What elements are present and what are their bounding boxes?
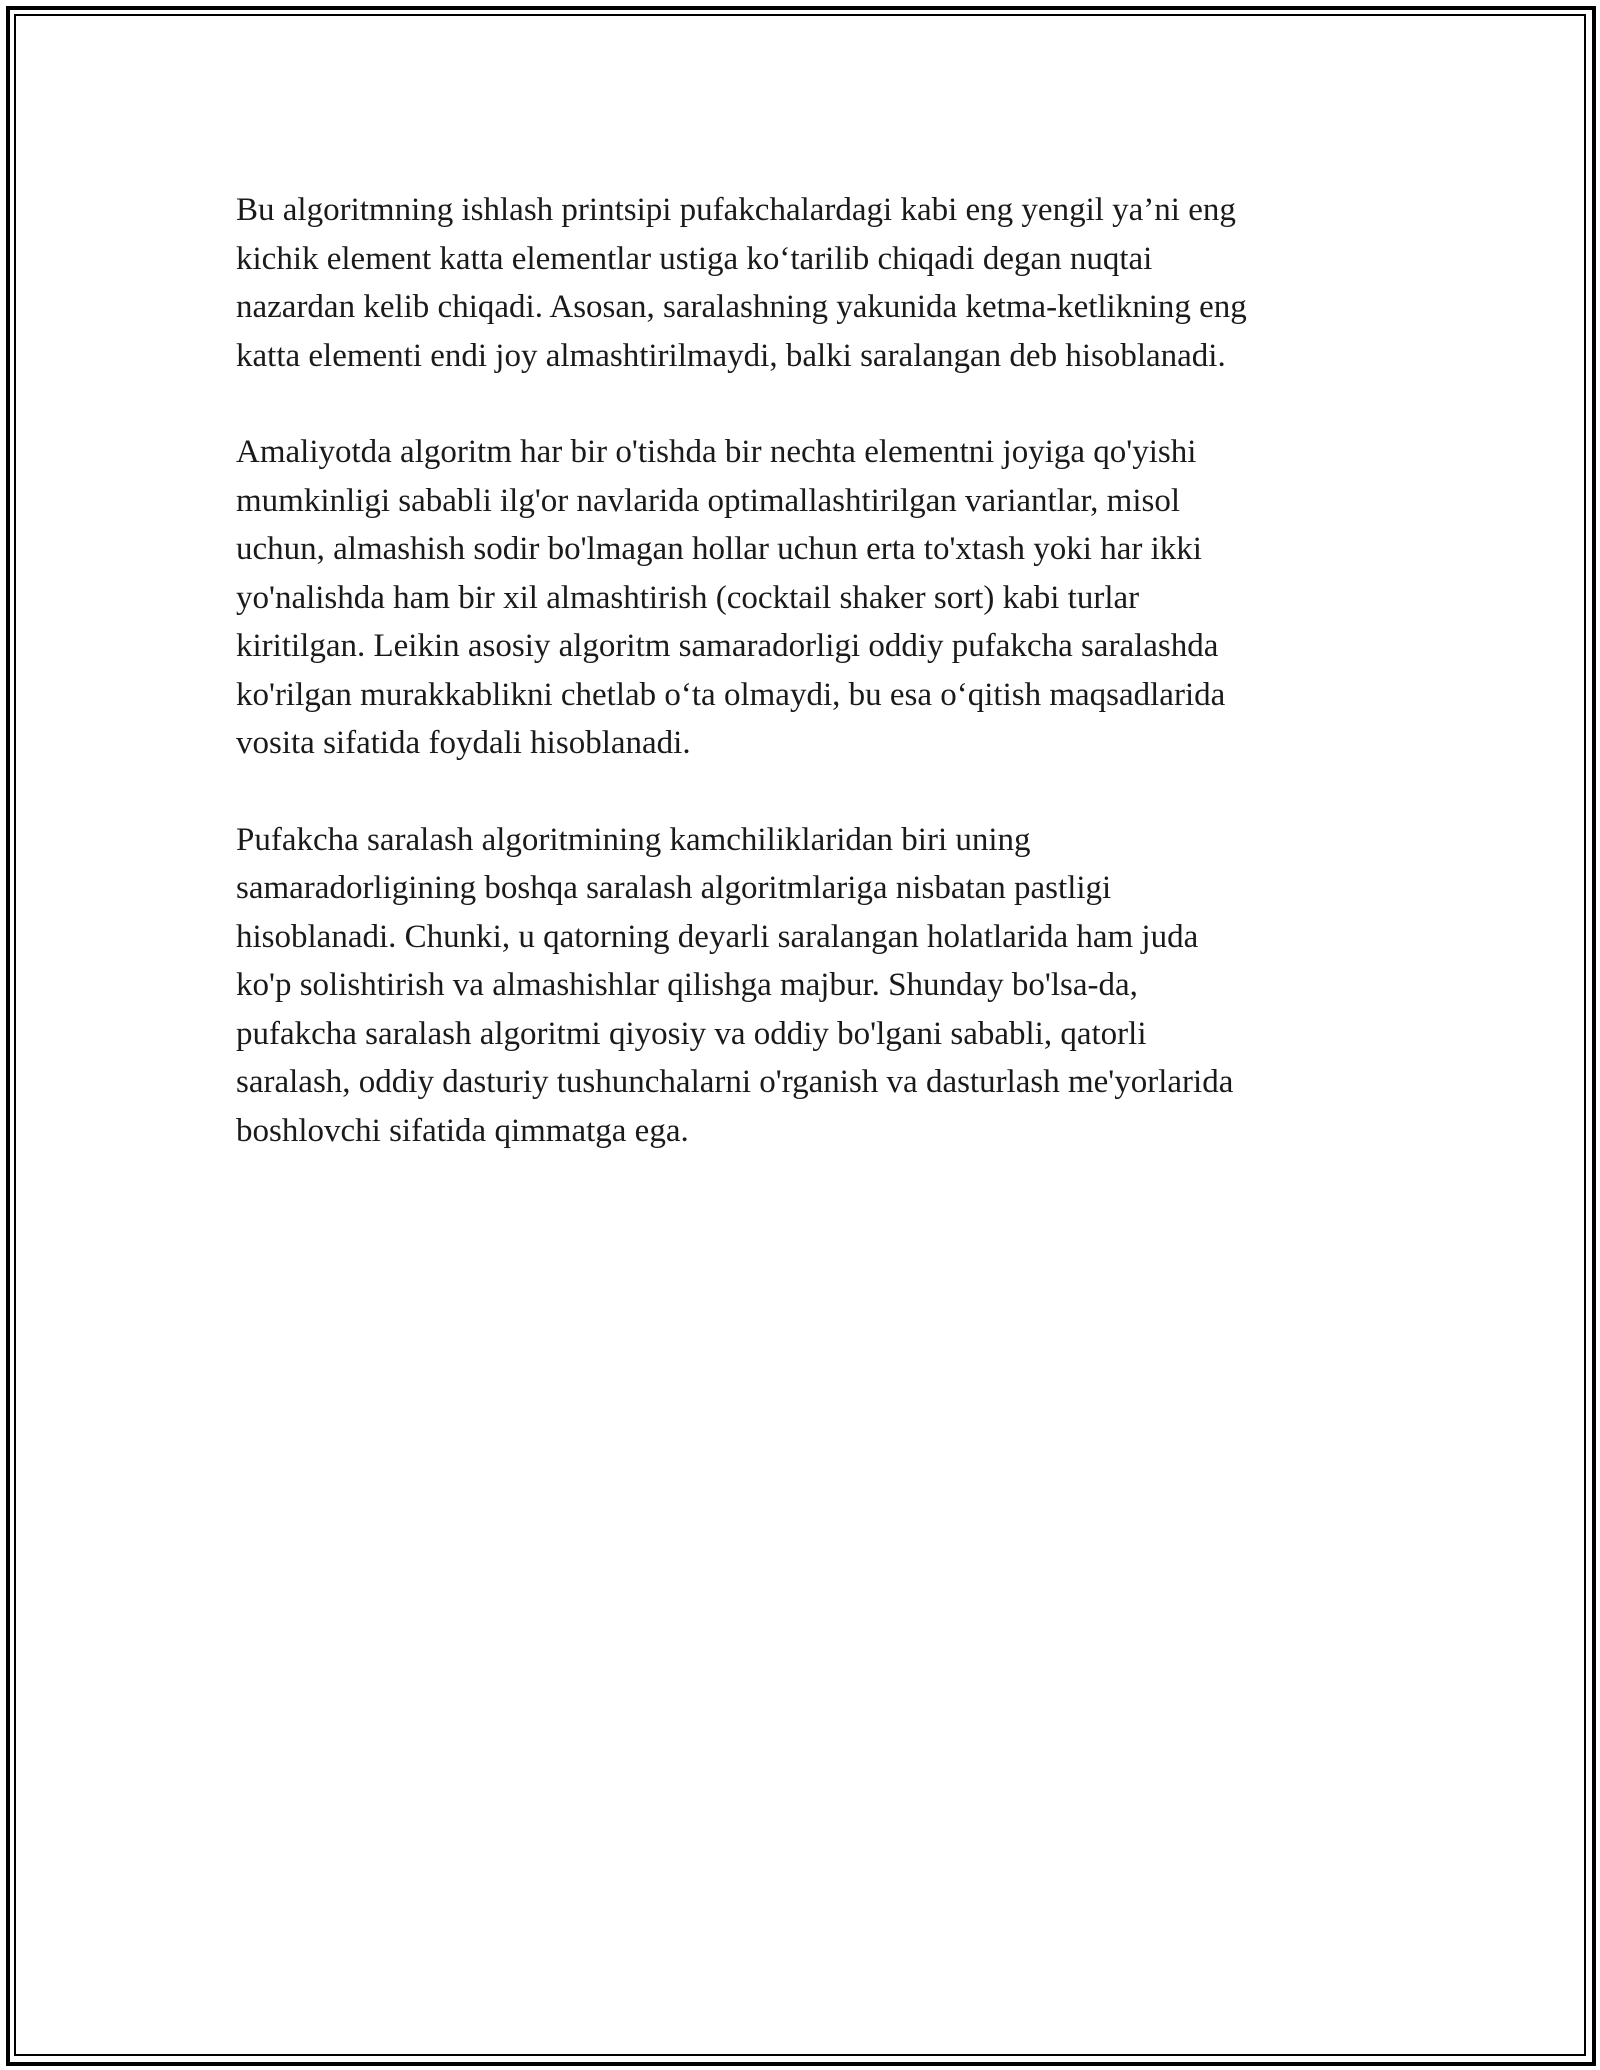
document-body bbox=[236, 186, 1376, 1203]
text-line: vosita sifatida foydali hisoblanadi. bbox=[236, 725, 691, 761]
text-line: Pufakcha saralash algoritmining kamchiliklaridan biri uning bbox=[236, 821, 1031, 858]
text-line: katta elementi endi joy almashtirilmaydi, balki saralangan deb hisoblanadi. bbox=[236, 337, 1226, 374]
text-line: samaradorligining boshqa saralash algoritmlariga nisbatan pastligi bbox=[236, 870, 1112, 906]
text-line: ko'rilgan murakkablikni chetlab o‘ta olmaydi, bu esa o‘qitish maqsadlarida bbox=[236, 676, 1226, 713]
text-line: Bu algoritmning ishlash printsipi pufakchalardagi kabi eng yengil ya’ni eng bbox=[236, 192, 1236, 228]
paragraph-1 bbox=[236, 186, 1376, 380]
text-line: yo'nalishda ham bir xil almashtirish (cocktail shaker sort) kabi turlar bbox=[236, 579, 1140, 616]
text-line: kiritilgan. Leikin asosiy algoritm samaradorligi oddiy pufakcha saralashda bbox=[236, 628, 1219, 664]
text-line: ko'p solishtirish va almashishlar qilishga majbur. Shunday bo'lsa-da, bbox=[236, 967, 1138, 1003]
text-line: kichik element katta elementlar ustiga ko‘tarilib chiqadi degan nuqtai bbox=[236, 240, 1153, 277]
text-line: boshlovchi sifatida qimmatga ega. bbox=[236, 1112, 689, 1149]
text-line: mumkinligi sababli ilg'or navlarida optimallashtirilgan variantlar, misol bbox=[236, 482, 1181, 519]
paragraph-2 bbox=[236, 428, 1376, 768]
text-line: pufakcha saralash algoritmi qiyosiy va oddiy bo'lgani sababli, qatorli bbox=[236, 1015, 1147, 1052]
text-line: uchun, almashish sodir bo'lmagan hollar uchun erta to'xtash yoki har ikki bbox=[236, 531, 1202, 567]
text-line: Amaliyotda algoritm har bir o'tishda bir nechta elementni joyiga qo'yishi bbox=[236, 434, 1197, 470]
text-line: nazardan kelib chiqadi. Asosan, saralashning yakunida ketma-ketlikning eng bbox=[236, 289, 1247, 325]
paragraph-3 bbox=[236, 816, 1376, 1156]
text-line: hisoblanadi. Chunki, u qatorning deyarli saralangan holatlarida ham juda bbox=[236, 918, 1199, 955]
text-line: saralash, oddiy dasturiy tushunchalarni o'rganish va dasturlash me'yorlarida bbox=[236, 1064, 1234, 1100]
